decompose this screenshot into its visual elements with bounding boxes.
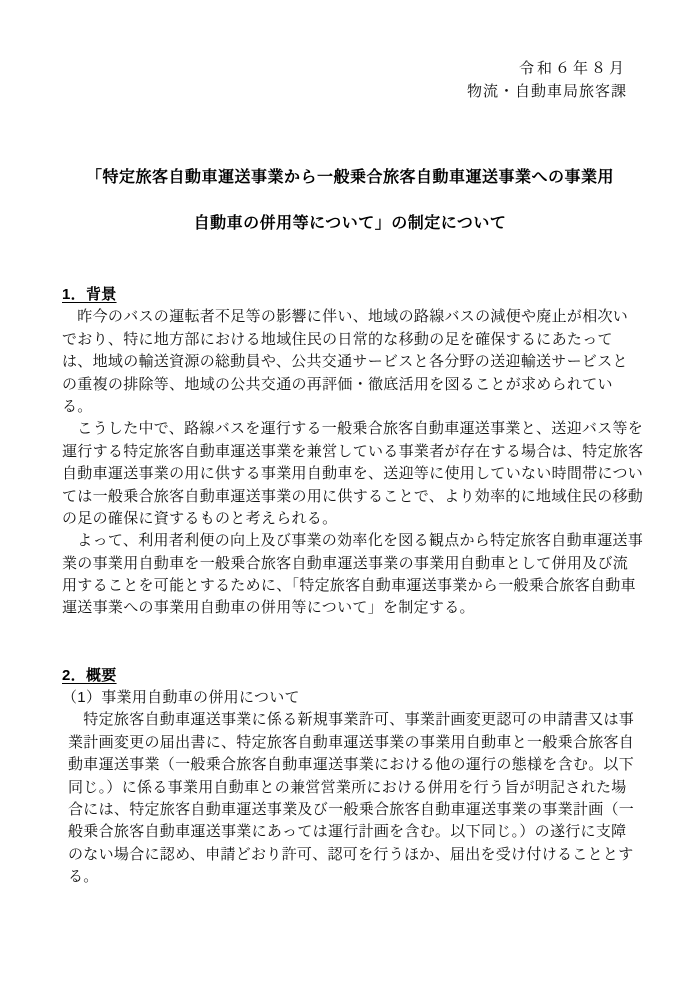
document-department: 物流・自動車局旅客課 [466, 83, 627, 100]
doc-line: の足の確保に資するものと考えられる。 [62, 509, 338, 527]
doc-line: 運送事業への事業用自動車の併用等について」を制定する。 [62, 599, 475, 617]
doc-line: 自動車運送事業の用に供する事業用自動車を、送迎等に使用していない時間帯につい [62, 465, 644, 483]
document-title-line-2: 自動車の併用等について」の制定について [193, 215, 507, 232]
doc-line: 業の事業用自動車を一般乗合旅客自動車運送事業の事業用自動車として併用及び流 [62, 554, 629, 572]
doc-line: 動車運送事業（一般乗合旅客自動車運送事業における他の運行の態様を含む。以下 [68, 756, 635, 774]
doc-line: る。 [68, 868, 99, 886]
background-paragraph-3 [62, 530, 642, 620]
overview-paragraph-1 [62, 709, 642, 888]
background-paragraph-2 [62, 418, 642, 530]
document-header [0, 0, 700, 103]
document-title [0, 155, 700, 247]
doc-line: 同じ。）に係る事業用自動車との兼営営業所における併用を行う旨が明記された場 [68, 778, 627, 796]
section-background [62, 284, 642, 620]
doc-line: 特定旅客自動車運送事業に係る新規事業許可、事業計画変更認可の申請書又は事 [68, 711, 635, 729]
document-body [62, 284, 642, 889]
doc-line: こうした中で、路線バスを運行する一般乗合旅客自動車運送事業と、送迎バス等を [62, 420, 644, 438]
document-title-line-1: 「特定旅客自動車運送事業から一般乗合旅客自動車運送事業への事業用 [85, 169, 614, 186]
doc-line: のない場合に認め、申請どおり許可、認可を行うほか、届出を受け付けることとす [68, 845, 634, 863]
doc-line: 昨今のバスの運転者不足等の影響に伴い、地域の路線バスの減便や廃止が相次い [62, 308, 629, 326]
doc-line: る。 [62, 397, 93, 415]
doc-line: の重複の排除等、地域の公共交通の再評価・徹底活用を図ることが求められてい [62, 375, 613, 393]
document-date: 令和６年８月 [518, 60, 627, 77]
doc-line: 般乗合旅客自動車運送事業にあっては運行計画を含む。以下同じ。）の遂行に支障 [68, 823, 627, 841]
doc-line: 運行する特定旅客自動車運送事業を兼営している事業者が存在する場合は、特定旅客 [62, 442, 644, 460]
section-background-heading: 1．背景 [62, 286, 117, 303]
doc-line: は、地域の輸送資源の総動員や、公共交通サービスと各分野の送迎輸送サービスと [62, 353, 628, 371]
overview-subheading: （1）事業用自動車の併用について [62, 689, 300, 707]
doc-line: 用することを可能とするために、「特定旅客自動車運送事業から一般乗合旅客自動車 [62, 577, 636, 595]
doc-line: ては一般乗合旅客自動車運送事業の用に供することで、より効率的に地域住民の移動 [62, 487, 644, 505]
section-overview [62, 665, 642, 889]
background-paragraph-1 [62, 306, 642, 418]
section-overview-heading: 2．概要 [62, 666, 117, 684]
doc-line: 業計画変更の届出書に、特定旅客自動車運送事業の事業用自動車と一般乗合旅客自 [68, 733, 635, 751]
doc-line: よって、利用者利便の向上及び事業の効率化を図る観点から特定旅客自動車運送事 [62, 532, 644, 550]
doc-line: でおり、特に地方部における地域住民の日常的な移動の足を確保するにあたって [62, 330, 613, 348]
doc-line: 合には、特定旅客自動車運送事業及び一般乗合旅客自動車運送事業の事業計画（一 [68, 801, 635, 819]
